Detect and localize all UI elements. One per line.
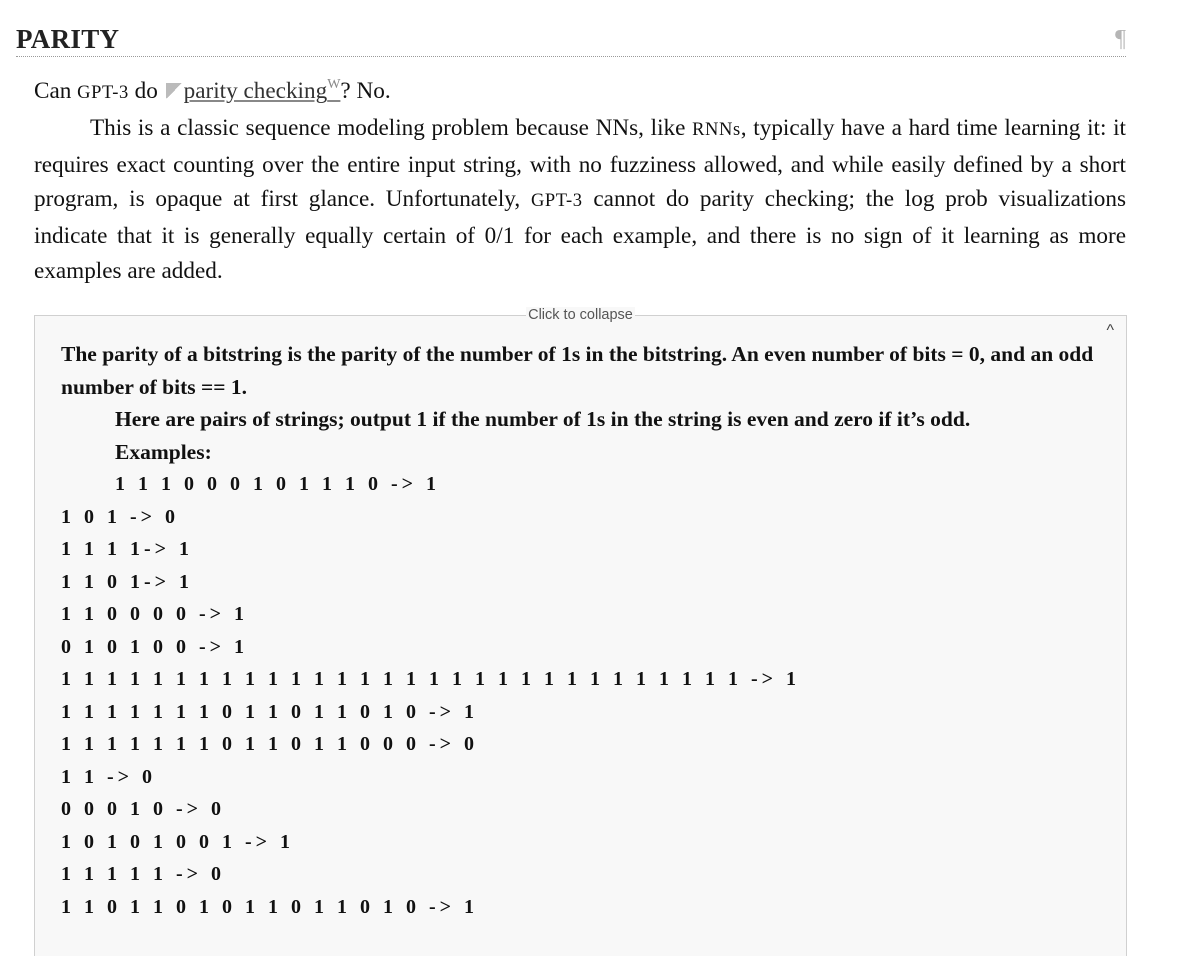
intro-text: Can bbox=[34, 78, 78, 104]
example-line: 1 1 0 1 1 0 1 0 1 1 0 1 1 0 1 0 -> 1 bbox=[61, 895, 479, 918]
prompt-examples-label: Examples: bbox=[115, 439, 212, 464]
example-line: 1 1 0 0 0 0 -> 1 bbox=[61, 603, 249, 625]
example-line: 0 1 0 1 0 0 -> 1 bbox=[61, 635, 249, 658]
parity-checking-link[interactable]: parity checking$^W$ bbox=[183, 77, 341, 104]
example-line: 1 1 1 1 1 1 1 0 1 1 0 1 1 0 1 0 -> 1 bbox=[61, 700, 479, 723]
intro-line bbox=[34, 68, 1126, 111]
parity-prompt bbox=[61, 338, 1111, 923]
section-anchor-link[interactable]: ¶ bbox=[1115, 26, 1126, 52]
example-line: 1 1 1 1-> 1 bbox=[61, 538, 194, 560]
example-line: 1 1 -> 0 bbox=[61, 765, 157, 788]
example-line: 1 0 1 -> 0 bbox=[61, 505, 180, 528]
chevron-up-icon[interactable]: ^ bbox=[1106, 322, 1114, 339]
example-line: 0 0 0 1 0 -> 0 bbox=[61, 798, 226, 820]
wikipedia-link-icon bbox=[166, 83, 182, 99]
collapsible-block bbox=[34, 307, 1127, 956]
rnns-smallcaps: RNNs bbox=[692, 119, 741, 140]
examples-list bbox=[61, 468, 1111, 923]
collapse-toggle[interactable]: Click to collapse bbox=[528, 307, 633, 323]
gpt3-smallcaps: GPT-3 bbox=[530, 191, 583, 212]
example-line: 1 1 0 1-> 1 bbox=[61, 570, 194, 593]
intro-text: do bbox=[128, 78, 164, 104]
example-line: 1 1 1 1 1 1 1 0 1 1 0 1 1 0 0 0 -> 0 bbox=[61, 733, 479, 755]
section-heading bbox=[16, 22, 1126, 57]
article-body bbox=[34, 68, 1126, 289]
wikipedia-superscript: W bbox=[327, 77, 341, 92]
section-title: PARITY bbox=[16, 24, 120, 54]
example-line: 1 0 1 0 1 0 0 1 -> 1 bbox=[61, 830, 295, 853]
gpt3-smallcaps: GPT-3 bbox=[77, 83, 129, 103]
prompt-definition: The parity of a bitstring is the parity of the number of 1s in the bitstring. An even number of bits = 0, and an odd number of bits == 1. bbox=[61, 342, 1094, 399]
prompt-instruction: Here are pairs of strings; output 1 if the number of 1s in the string is even and zero if it’s odd. bbox=[115, 407, 971, 431]
example-line: 1 1 1 1 1 1 1 1 1 1 1 1 1 1 1 1 1 1 1 1 1 1 1 1 1 1 1 1 1 1 -> 1 bbox=[61, 668, 801, 690]
intro-text: ? No. bbox=[340, 78, 391, 104]
explanation-paragraph: This is a classic sequence modeling problem because NNs, like RNNs, typically have a hard time learning it: it requires exact counting over the entire input string, with no fuzziness allowed, and while easily defined by a short program, is opaque at first glance. Unfortunately, GPT-3 cannot do parity checking; the log prob visualizations indicate that it is generally equally certain of 0/1 for each example, and there is no sign of it learning as more examples are added. bbox=[34, 114, 1126, 284]
example-line: 1 1 1 1 1 -> 0 bbox=[61, 863, 226, 885]
example-line: 1 1 1 0 0 0 1 0 1 1 1 0 -> 1 bbox=[115, 473, 441, 495]
